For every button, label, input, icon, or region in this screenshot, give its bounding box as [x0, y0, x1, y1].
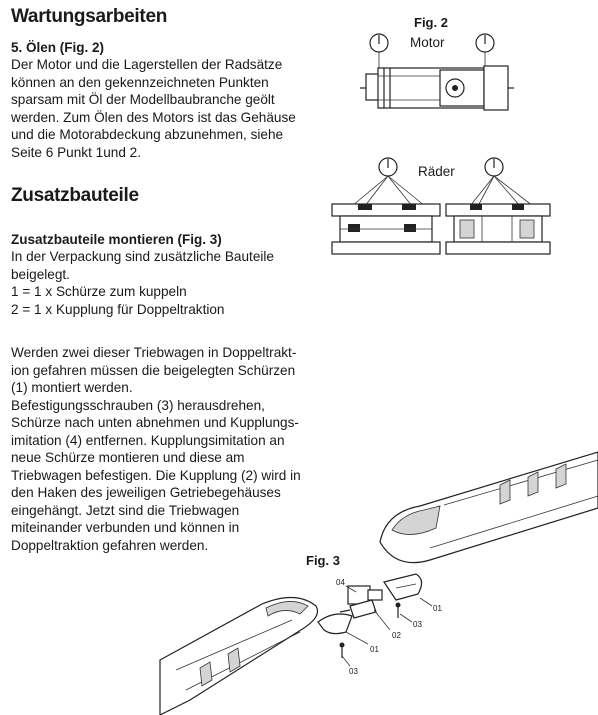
railcar-left: [160, 597, 318, 715]
text-line: Seite 6 Punkt 1und 2.: [11, 144, 141, 160]
oiling-section-title: 5. Ölen (Fig. 2): [11, 40, 105, 55]
text-line: imitation (4) entfernen. Kupplungsimitation an: [11, 432, 285, 448]
text-line: eingehängt. Jetzt sind die Triebwagen: [11, 502, 240, 518]
motor-label: Motor: [410, 35, 445, 50]
skirt-part: [384, 574, 422, 600]
text-line: Doppeltraktion gefahren werden.: [11, 537, 209, 553]
text-line: Triebwagen befestigen. Die Kupplung (2) wird in: [11, 467, 301, 483]
text-line: Der Motor und die Lagerstellen der Radsätze: [11, 57, 283, 72]
callout-01: 01: [433, 604, 442, 613]
fig2-label: Fig. 2: [414, 15, 448, 30]
page-title: Wartungsarbeiten: [11, 6, 168, 27]
callout-01: 01: [370, 645, 379, 654]
text-line: Werden zwei dieser Triebwagen in Doppeltrakt-: [11, 345, 297, 360]
callout-03: 03: [413, 620, 422, 629]
text-line: 2 = 1 x Kupplung für Doppeltraktion: [11, 301, 225, 317]
text-line: können an den gekennzeichneten Punkten: [11, 74, 269, 90]
screw-part: [340, 643, 345, 659]
callout-04: 04: [336, 578, 345, 587]
text-line: neue Schürze montieren und diese am: [11, 450, 245, 465]
text-line: den Haken des jeweiligen Getriebegehäuses: [11, 485, 281, 500]
wheels-label: Räder: [418, 164, 455, 179]
text-line: Befestigungsschrauben (3) herausdrehen,: [11, 397, 265, 413]
text-line: beigelegt.: [11, 266, 70, 282]
railcar-right: [380, 452, 598, 563]
text-line: Schürze nach unten abnehmen und Kupplungs-: [11, 415, 299, 430]
text-line: sparsam mit Öl der Modellbaubranche geölt: [11, 92, 275, 107]
text-line: und die Motorabdeckung abzunehmen, siehe: [11, 127, 284, 142]
text-line: In der Verpackung sind zusätzliche Bauteile: [11, 249, 274, 264]
text-line: (1) montiert werden.: [11, 380, 133, 395]
screw-part: [396, 603, 401, 619]
text-line: 1 = 1 x Schürze zum kuppeln: [11, 284, 187, 299]
text-line: ion gefahren müssen die beigelegten Schürzen: [11, 362, 296, 378]
text-line: miteinander verbunden und können in: [11, 520, 240, 535]
callout-03: 03: [349, 667, 358, 676]
callout-02: 02: [392, 631, 401, 640]
mount-section-title: Zusatzbauteile montieren (Fig. 3): [11, 232, 222, 247]
extra-parts-heading: Zusatzbauteile: [11, 185, 139, 206]
skirt-part-lower: [318, 614, 352, 634]
fig3-label: Fig. 3: [306, 553, 340, 568]
text-line: werden. Zum Ölen des Motors ist das Gehäuse: [11, 109, 296, 125]
